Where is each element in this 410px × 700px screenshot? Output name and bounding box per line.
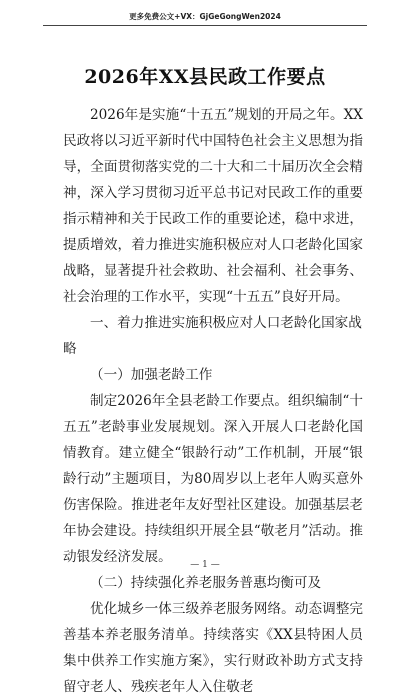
header-divider xyxy=(43,25,367,26)
body-paragraph: 制定2026年全县老龄工作要点。组织编制“十五五”老龄事业发展规划。深入开展人口老龄化国情教育。建立健全“银龄行动”工作机制，开展“银龄行动”主题项目，为80周岁以上老年人购买意外伤害保险。推进老年友好型社区建设。加强基层老年协会建设。持续组织开展全县“敬老月”活动。推动银发经济发展。 xyxy=(63,393,363,565)
section-heading: （二）持续强化养老服务普惠均衡可及 xyxy=(90,575,322,591)
document-body xyxy=(63,102,363,700)
body-paragraph: 优化城乡一体三级养老服务网络。动态调整完善基本养老服务清单。持续落实《XX县特困人员集中供养工作实施方案》，实行财政补助方式支持留守老人、残疾老年人入住敬老 xyxy=(63,601,363,695)
page-number: — 1 — xyxy=(190,560,220,570)
header-note: 更多免费公文+VX：GjGeGongWen2024 xyxy=(129,12,281,21)
document-title: 2026年XX县民政工作要点 xyxy=(84,66,326,88)
header-bar xyxy=(0,0,410,26)
body-paragraph: 2026年是实施“十五五”规划的开局之年。XX民政将以习近平新时代中国特色社会主义思想为指导，全面贯彻落实党的二十大和二十届历次全会精神，深入学习贯彻习近平总书记对民政工作的重要指示精神和关于民政工作的重要论述，稳中求进，提质增效，着力推进实施积极应对人口老龄化国家战略，显著提升社会救助、社会福利、社会事务、社会治理的工作水平，实现“十五五”良好开局。 xyxy=(63,107,363,305)
section-heading: （一）加强老龄工作 xyxy=(90,367,213,383)
section-heading: 一、着力推进实施积极应对人口老龄化国家战略 xyxy=(63,315,362,357)
